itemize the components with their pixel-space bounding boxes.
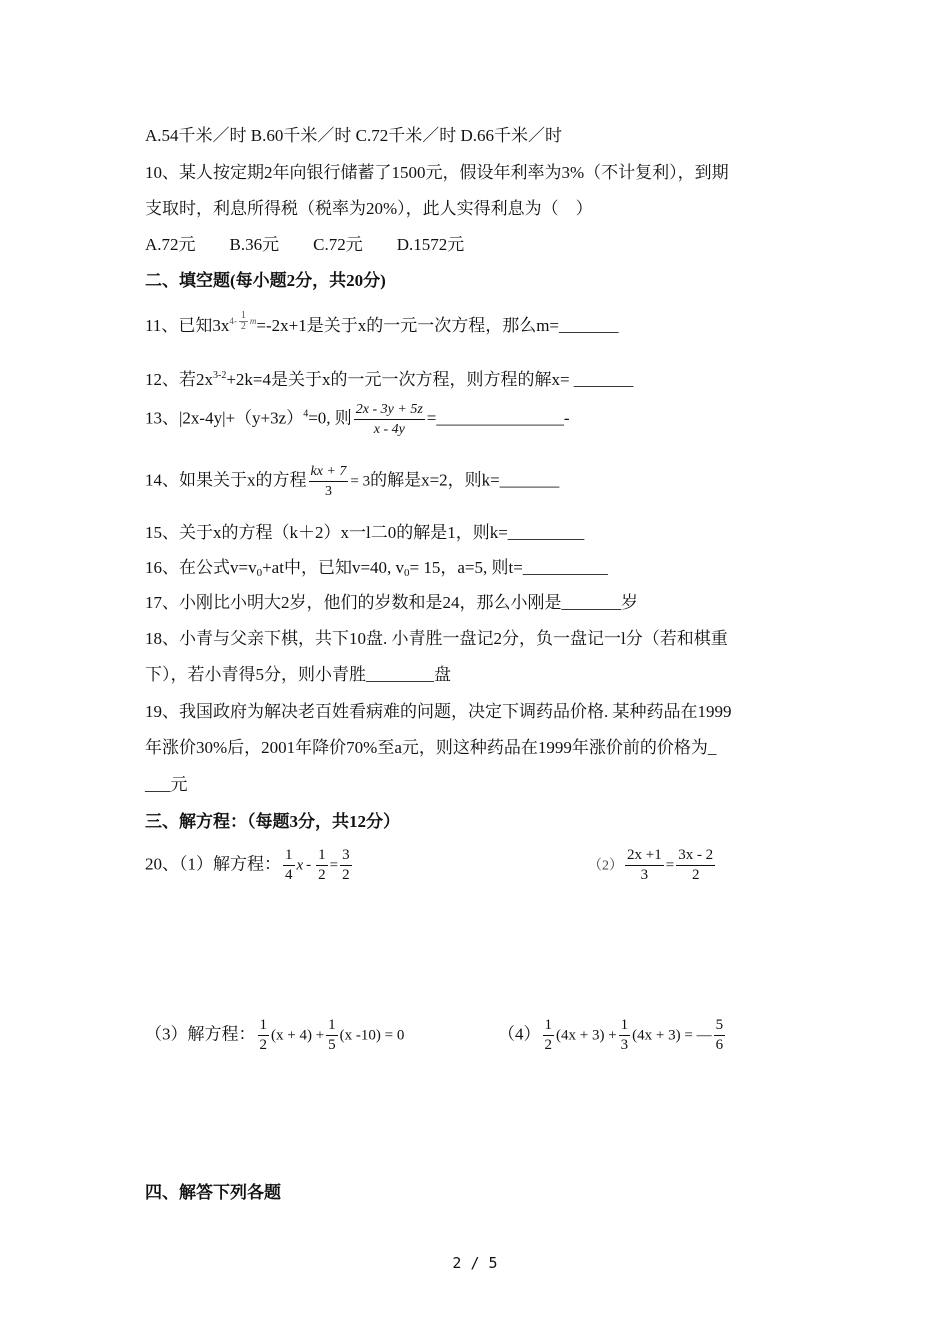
q20-part3: （3）解方程： $\frac{1}{2}$ (x + 4) + $\frac{1}{5}$ (x -10) = 0 <box>145 1017 405 1053</box>
q10-line2: 支取时，利息所得税（税率为20%），此人实得利息为（ ） <box>145 199 593 218</box>
question-14: 14、如果关于x的方程 $\frac{kx + 7}{3}$ = 3的解是x=2，则k=_______ <box>145 464 560 499</box>
question-11: 11、已知$3x^{4- \frac{1}{2} m}=-2x+1$是关于x的一元一次方程，那么m=_______ <box>145 310 619 335</box>
q10-line1: 10、某人按定期2年向银行储蓄了1500元，假设年利率为3%（不计复利），到期 <box>145 163 729 182</box>
q14-fraction: $\frac{kx + 7}{3}$ <box>310 464 347 499</box>
q19-line2: 年涨价30%后，2001年降价70%至a元，则这种药品在1999年涨价前的价格为_ <box>145 738 717 757</box>
question-15: 15、关于x的方程（k＋2）x一l二0的解是1，则k=_________ <box>145 523 585 542</box>
q10-options: A.72元 B.36元 C.72元 D.1572元 <box>145 235 465 254</box>
section-3-heading: 三、解方程：（每题3分，共12分） <box>145 812 400 831</box>
q9-options: A.54千米／时 B.60千米／时 C.72千米／时 D.66千米／时 <box>145 126 562 145</box>
question-13: 13、$|2x-4y|+(y+3z)^4=0$, 则 $\frac{2x - 3y + 5z}{x - 4y}$ =_______________- <box>145 402 570 437</box>
q18-line1: 18、小青与父亲下棋，共下10盘. 小青胜一盘记2分，负一盘记一l分（若和棋重 <box>145 629 728 648</box>
q20-part1: 20、（1）解方程： $\frac{1}{4}$ x - $\frac{1}{2}$ = $\frac{3}{2}$ <box>145 847 350 883</box>
q20-part2: （2） $\frac{2x +1}{3}$ = $\frac{3x - 2}{2}$ <box>588 847 714 883</box>
section-4-heading: 四、解答下列各题 <box>145 1183 281 1202</box>
q11-exponent: 4- 1 2 m <box>229 310 257 333</box>
q19-line1: 19、我国政府为解决老百姓看病难的问题，决定下调药品价格. 某种药品在1999 <box>145 702 732 721</box>
section-2-heading: 二、填空题(每小题2分，共20分) <box>145 271 386 290</box>
question-16: 16、在公式$v=v_0+at$中，已知v=40, $v_0= 15$，a=5, 则t=__________ <box>145 558 608 579</box>
question-12: 12、若$2x^{3-2}+2k=4$是关于x的一元一次方程，则方程的解x= _______ <box>145 370 634 389</box>
question-17: 17、小刚比小明大2岁，他们的岁数和是24，那么小刚是_______岁 <box>145 593 638 612</box>
q19-line3: ___元 <box>145 775 188 794</box>
page-number: 2 / 5 <box>452 1254 498 1272</box>
q13-fraction: $\frac{2x - 3y + 5z}{x - 4y}$ <box>355 402 423 437</box>
q20-part4: （4） $\frac{1}{2}$ (4x + 3) + $\frac{1}{3}$ (4x + 3) = — $\frac{5}{6}$ <box>498 1017 724 1053</box>
q18-line2: 下），若小青得5分，则小青胜________盘 <box>145 665 451 684</box>
